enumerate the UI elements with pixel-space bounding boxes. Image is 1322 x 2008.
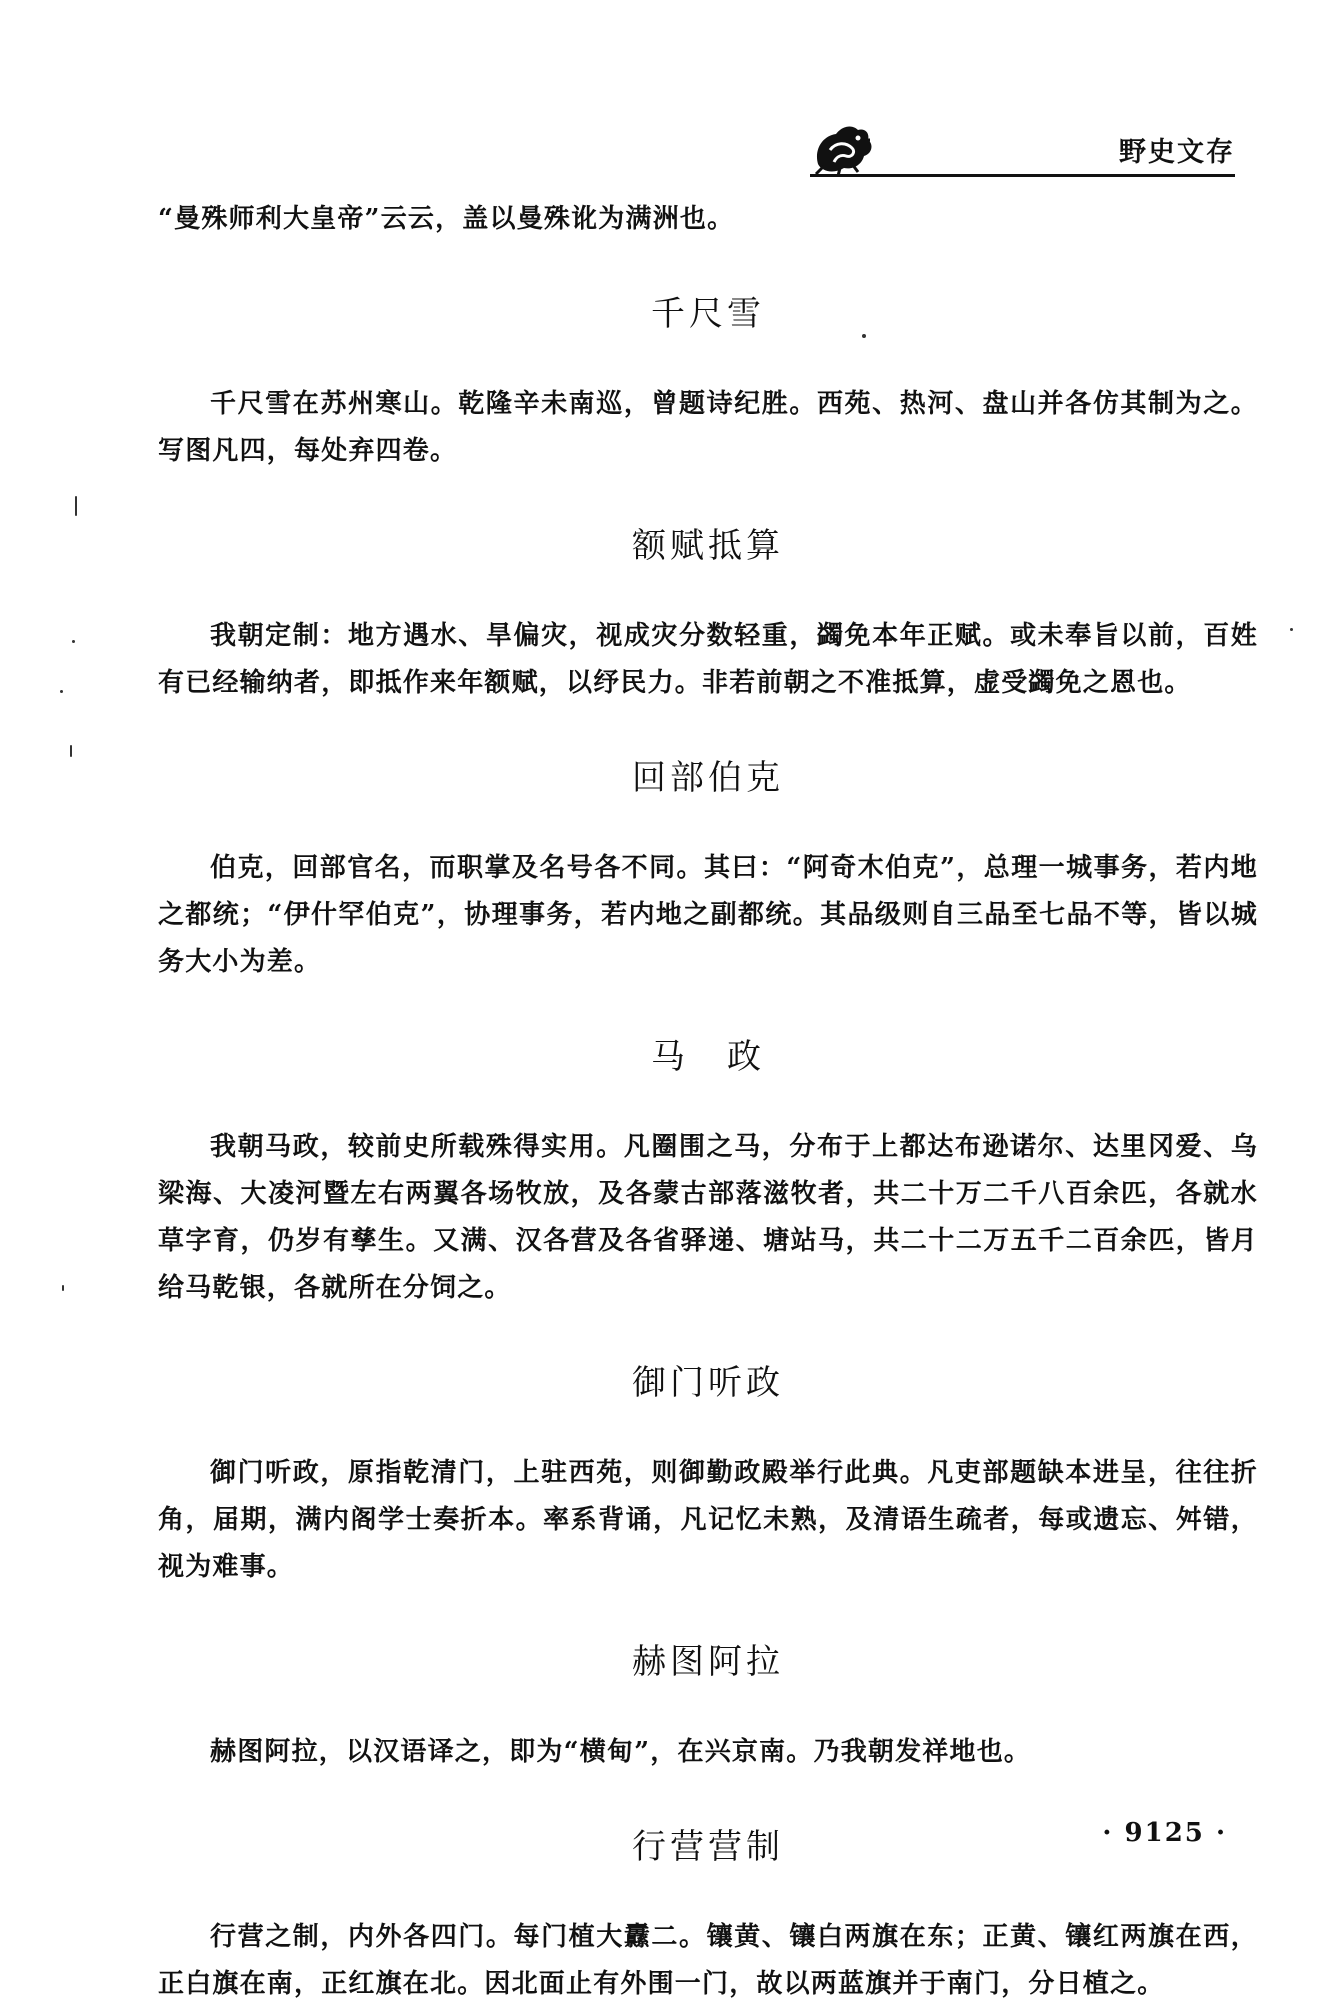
section-heading: 行营营制 [632,1827,784,1867]
section-heading: 赫图阿拉 [632,1642,784,1682]
section-body: 我朝定制：地方遇水、旱偏灾，视成灾分数轻重，蠲免本年正赋。或未奉旨以前，百姓有已经输纳者，即抵作来年额赋，以纾民力。非若前朝之不准抵算，虚受蠲免之恩也。 [158,621,1258,698]
section-body: 行营之制，内外各四门。每门植大纛二。镶黄、镶白两旗在东；正黄、镶红两旗在西，正白旗在南，正红旗在北。因北面止有外围一门，故以两蓝旗并于南门，分日植之。 [158,1922,1258,1999]
page-number: · 9125 · [1102,1818,1227,1848]
scan-speck [62,1285,64,1291]
section-body: 赫图阿拉，以汉语译之，即为“横甸”，在兴京南。乃我朝发祥地也。 [210,1737,1032,1767]
section-heading: 御门听政 [632,1363,784,1403]
header-rule [810,174,1235,177]
page-body [158,196,1258,2008]
scan-speck [1290,628,1293,631]
running-header [810,112,1235,182]
section-body: 我朝马政，较前史所载殊得实用。凡圈围之马，分布于上都达布逊诺尔、达里冈爱、乌梁海、大凌河暨左右两翼各场牧放，及各蒙古部落滋牧者，共二十万二千八百余匹，各就水草字育，仍岁有孳生。又满、汉各营及各省驿递、塘站马，共二十二万五千二百余匹，皆月给马乾银，各就所在分饲之。 [158,1132,1258,1303]
opening-paragraph: “曼殊师利大皇帝”云云，盖以曼殊讹为满洲也。 [158,204,735,234]
section-body: 伯克，回部官名，而职掌及名号各不同。其曰：“阿奇木伯克”，总理一城事务，若内地之都统；“伊什罕伯克”，协理事务，若内地之副都统。其品级则自三品至七品不等，皆以城务大小为差。 [158,853,1258,977]
section-heading: 马 政 [651,1037,765,1077]
scan-speck [72,640,75,643]
section-body: 千尺雪在苏州寒山。乾隆辛未南巡，曾题诗纪胜。西苑、热河、盘山并各仿其制为之。写图凡四，每处弃四卷。 [158,389,1258,466]
section-heading: 千尺雪 [651,294,765,334]
scan-speck [60,690,63,693]
scan-speck [862,334,866,338]
series-title: 野史文存 [1119,137,1235,168]
scan-speck [75,496,77,516]
scan-speck [70,745,72,757]
dragon-emblem-icon [812,120,876,178]
section-heading: 额赋抵算 [632,526,784,566]
section-heading: 回部伯克 [632,758,784,798]
section-body: 御门听政，原指乾清门，上驻西苑，则御勤政殿举行此典。凡吏部题缺本进呈，往往折角，届期，满内阁学士奏折本。率系背诵，凡记忆未熟，及清语生疏者，每或遗忘、舛错，视为难事。 [158,1458,1258,1582]
